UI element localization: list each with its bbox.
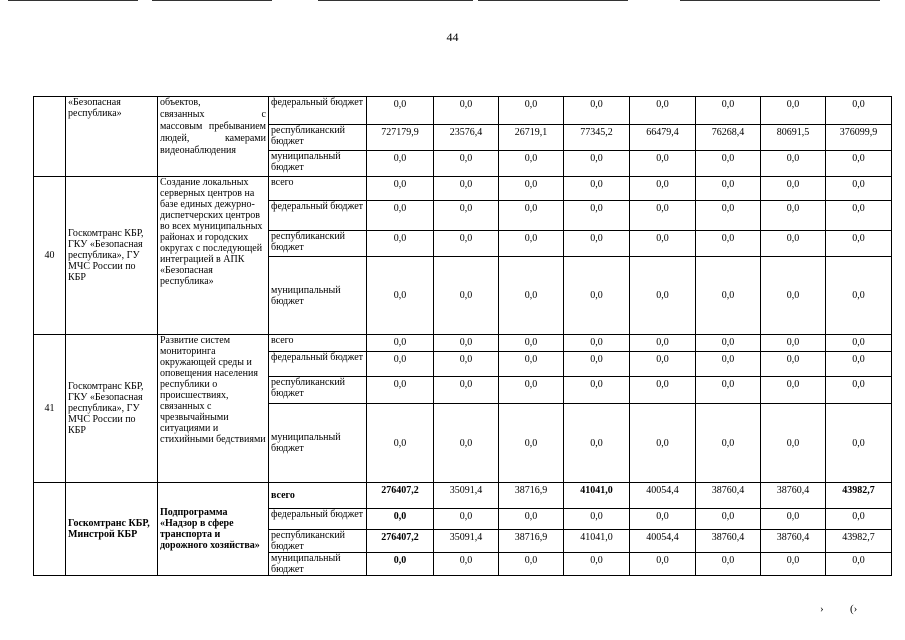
value-cell: 0,0 — [630, 553, 696, 576]
value-cell: 0,0 — [564, 377, 630, 404]
value-cell: 0,0 — [696, 231, 761, 257]
value-cell: 0,0 — [761, 201, 826, 231]
value-cell: 0,0 — [367, 177, 434, 201]
value-cell: 77345,2 — [564, 125, 630, 151]
budget-type-cell: всего — [269, 483, 367, 509]
value-cell: 0,0 — [630, 377, 696, 404]
value-cell: 38716,9 — [499, 530, 564, 553]
executor-cell: Госкомтранс КБР, ГКУ «Безопасная республика», ГУ МЧС России по КБР — [66, 177, 158, 335]
value-cell: 0,0 — [630, 335, 696, 352]
value-cell: 0,0 — [630, 201, 696, 231]
value-cell: 38760,4 — [761, 483, 826, 509]
value-cell: 0,0 — [761, 352, 826, 377]
value-cell: 0,0 — [564, 553, 630, 576]
top-rule-5 — [680, 0, 880, 1]
value-cell: 0,0 — [826, 335, 892, 352]
value-cell: 0,0 — [630, 151, 696, 177]
value-cell: 0,0 — [367, 404, 434, 483]
value-cell: 0,0 — [761, 151, 826, 177]
value-cell: 38760,4 — [696, 530, 761, 553]
value-cell: 0,0 — [696, 509, 761, 530]
budget-type-cell: федеральный бюджет — [269, 352, 367, 377]
description-cell: Развитие систем мониторинга окружающей среды и оповещения населения республики о происшествиях, связанных с чрезвычайными ситуациями и стихийными бедствиями — [158, 335, 269, 483]
value-cell: 0,0 — [826, 377, 892, 404]
value-cell: 0,0 — [434, 231, 499, 257]
value-cell: 0,0 — [367, 377, 434, 404]
value-cell: 0,0 — [434, 377, 499, 404]
value-cell: 76268,4 — [696, 125, 761, 151]
value-cell: 40054,4 — [630, 530, 696, 553]
value-cell: 0,0 — [564, 404, 630, 483]
value-cell: 0,0 — [499, 231, 564, 257]
table-row — [34, 177, 892, 201]
value-cell: 0,0 — [434, 257, 499, 335]
top-rule-1 — [8, 0, 138, 1]
footer-mark-2: (› — [850, 603, 858, 615]
value-cell: 0,0 — [696, 177, 761, 201]
value-cell: 0,0 — [434, 352, 499, 377]
value-cell: 26719,1 — [499, 125, 564, 151]
executor-cell: «Безопасная республика» — [66, 97, 158, 177]
row-number-cell: 40 — [34, 177, 66, 335]
value-cell: 0,0 — [564, 335, 630, 352]
budget-type-cell: республиканский бюджет — [269, 530, 367, 553]
value-cell: 43982,7 — [826, 530, 892, 553]
page-number: 44 — [446, 30, 459, 44]
value-cell: 0,0 — [367, 553, 434, 576]
value-cell: 0,0 — [367, 352, 434, 377]
value-cell: 0,0 — [434, 553, 499, 576]
budget-type-cell: федеральный бюджет — [269, 509, 367, 530]
value-cell: 0,0 — [564, 231, 630, 257]
budget-type-cell: федеральный бюджет — [269, 201, 367, 231]
value-cell: 727179,9 — [367, 125, 434, 151]
top-rule-2 — [152, 0, 272, 1]
value-cell: 276407,2 — [367, 483, 434, 509]
value-cell: 0,0 — [499, 97, 564, 125]
top-rule-3 — [318, 0, 473, 1]
value-cell: 0,0 — [499, 553, 564, 576]
footer-mark-1: › — [820, 603, 824, 615]
value-cell: 376099,9 — [826, 125, 892, 151]
value-cell: 38760,4 — [761, 530, 826, 553]
value-cell: 0,0 — [367, 97, 434, 125]
description-line: связанных с — [160, 109, 266, 120]
value-cell: 0,0 — [630, 404, 696, 483]
value-cell: 43982,7 — [826, 483, 892, 509]
budget-type-cell: республиканский бюджет — [269, 377, 367, 404]
value-cell: 0,0 — [564, 151, 630, 177]
value-cell: 0,0 — [630, 352, 696, 377]
value-cell: 0,0 — [434, 201, 499, 231]
value-cell: 0,0 — [434, 97, 499, 125]
description-line: массовым пребыванием людей, камерами — [160, 121, 266, 144]
value-cell: 0,0 — [826, 404, 892, 483]
description-cell — [158, 97, 269, 177]
executor-cell: Госкомтранс КБР, Минстрой КБР — [66, 483, 158, 576]
value-cell: 80691,5 — [761, 125, 826, 151]
row-number-cell — [34, 483, 66, 576]
value-cell: 0,0 — [826, 97, 892, 125]
top-rule-4 — [478, 0, 628, 1]
value-cell: 0,0 — [499, 509, 564, 530]
budget-type-cell: муниципальный бюджет — [269, 404, 367, 483]
budget-table — [33, 96, 892, 576]
value-cell: 0,0 — [499, 352, 564, 377]
value-cell: 0,0 — [761, 335, 826, 352]
value-cell: 0,0 — [630, 177, 696, 201]
value-cell: 0,0 — [564, 97, 630, 125]
description-line: видеонаблюдения — [160, 145, 237, 156]
value-cell: 40054,4 — [630, 483, 696, 509]
value-cell: 0,0 — [761, 509, 826, 530]
value-cell: 0,0 — [564, 509, 630, 530]
value-cell: 0,0 — [367, 201, 434, 231]
table-row — [34, 483, 892, 509]
description-cell: Создание локальных серверных центров на базе единых дежурно-диспетчерских центров во всех муниципальных районах и городских округах с последующей интеграцией в АПК «Безопасная республика» — [158, 177, 269, 335]
value-cell: 0,0 — [630, 509, 696, 530]
value-cell: 0,0 — [434, 335, 499, 352]
value-cell: 0,0 — [499, 177, 564, 201]
value-cell: 0,0 — [761, 257, 826, 335]
value-cell: 0,0 — [367, 231, 434, 257]
value-cell: 0,0 — [630, 231, 696, 257]
value-cell: 0,0 — [696, 553, 761, 576]
value-cell: 0,0 — [826, 151, 892, 177]
budget-type-cell: всего — [269, 177, 367, 201]
value-cell: 0,0 — [696, 377, 761, 404]
value-cell: 38716,9 — [499, 483, 564, 509]
value-cell: 0,0 — [630, 97, 696, 125]
value-cell: 0,0 — [434, 509, 499, 530]
value-cell: 0,0 — [434, 404, 499, 483]
value-cell: 0,0 — [761, 377, 826, 404]
value-cell: 0,0 — [696, 97, 761, 125]
budget-type-cell: муниципальный бюджет — [269, 257, 367, 335]
description-cell: Подпрограмма «Надзор в сфере транспорта и дорожного хозяйства» — [158, 483, 269, 576]
value-cell: 0,0 — [826, 177, 892, 201]
executor-cell: Госкомтранс КБР, ГКУ «Безопасная республика», ГУ МЧС России по КБР — [66, 335, 158, 483]
description-line: объектов, — [160, 97, 201, 108]
value-cell: 0,0 — [696, 151, 761, 177]
value-cell: 35091,4 — [434, 483, 499, 509]
value-cell: 35091,4 — [434, 530, 499, 553]
value-cell: 0,0 — [630, 257, 696, 335]
value-cell: 38760,4 — [696, 483, 761, 509]
value-cell: 0,0 — [499, 335, 564, 352]
value-cell: 0,0 — [826, 257, 892, 335]
value-cell: 0,0 — [696, 201, 761, 231]
budget-type-cell: республиканский бюджет — [269, 125, 367, 151]
value-cell: 0,0 — [367, 151, 434, 177]
value-cell: 0,0 — [499, 404, 564, 483]
value-cell: 0,0 — [367, 335, 434, 352]
value-cell: 0,0 — [564, 352, 630, 377]
budget-type-cell: республиканский бюджет — [269, 231, 367, 257]
table-row — [34, 97, 892, 125]
budget-type-cell: федеральный бюджет — [269, 97, 367, 125]
row-number-cell: 41 — [34, 335, 66, 483]
value-cell: 0,0 — [696, 352, 761, 377]
value-cell: 0,0 — [499, 257, 564, 335]
value-cell: 66479,4 — [630, 125, 696, 151]
table-row — [34, 335, 892, 352]
value-cell: 0,0 — [564, 257, 630, 335]
value-cell: 0,0 — [696, 404, 761, 483]
value-cell: 0,0 — [564, 177, 630, 201]
budget-type-cell: муниципальный бюджет — [269, 151, 367, 177]
value-cell: 23576,4 — [434, 125, 499, 151]
budget-type-cell: муниципальный бюджет — [269, 553, 367, 576]
value-cell: 0,0 — [761, 177, 826, 201]
value-cell: 276407,2 — [367, 530, 434, 553]
value-cell: 0,0 — [499, 377, 564, 404]
budget-type-cell: всего — [269, 335, 367, 352]
value-cell: 41041,0 — [564, 530, 630, 553]
value-cell: 0,0 — [826, 352, 892, 377]
value-cell: 0,0 — [826, 553, 892, 576]
value-cell: 0,0 — [564, 201, 630, 231]
value-cell: 0,0 — [761, 404, 826, 483]
value-cell: 0,0 — [499, 151, 564, 177]
row-number-cell — [34, 97, 66, 177]
value-cell: 0,0 — [434, 151, 499, 177]
value-cell: 0,0 — [434, 177, 499, 201]
value-cell: 0,0 — [367, 509, 434, 530]
value-cell: 41041,0 — [564, 483, 630, 509]
value-cell: 0,0 — [367, 257, 434, 335]
value-cell: 0,0 — [826, 509, 892, 530]
value-cell: 0,0 — [499, 201, 564, 231]
value-cell: 0,0 — [826, 201, 892, 231]
value-cell: 0,0 — [696, 335, 761, 352]
value-cell: 0,0 — [761, 97, 826, 125]
value-cell: 0,0 — [696, 257, 761, 335]
value-cell: 0,0 — [761, 553, 826, 576]
value-cell: 0,0 — [826, 231, 892, 257]
value-cell: 0,0 — [761, 231, 826, 257]
